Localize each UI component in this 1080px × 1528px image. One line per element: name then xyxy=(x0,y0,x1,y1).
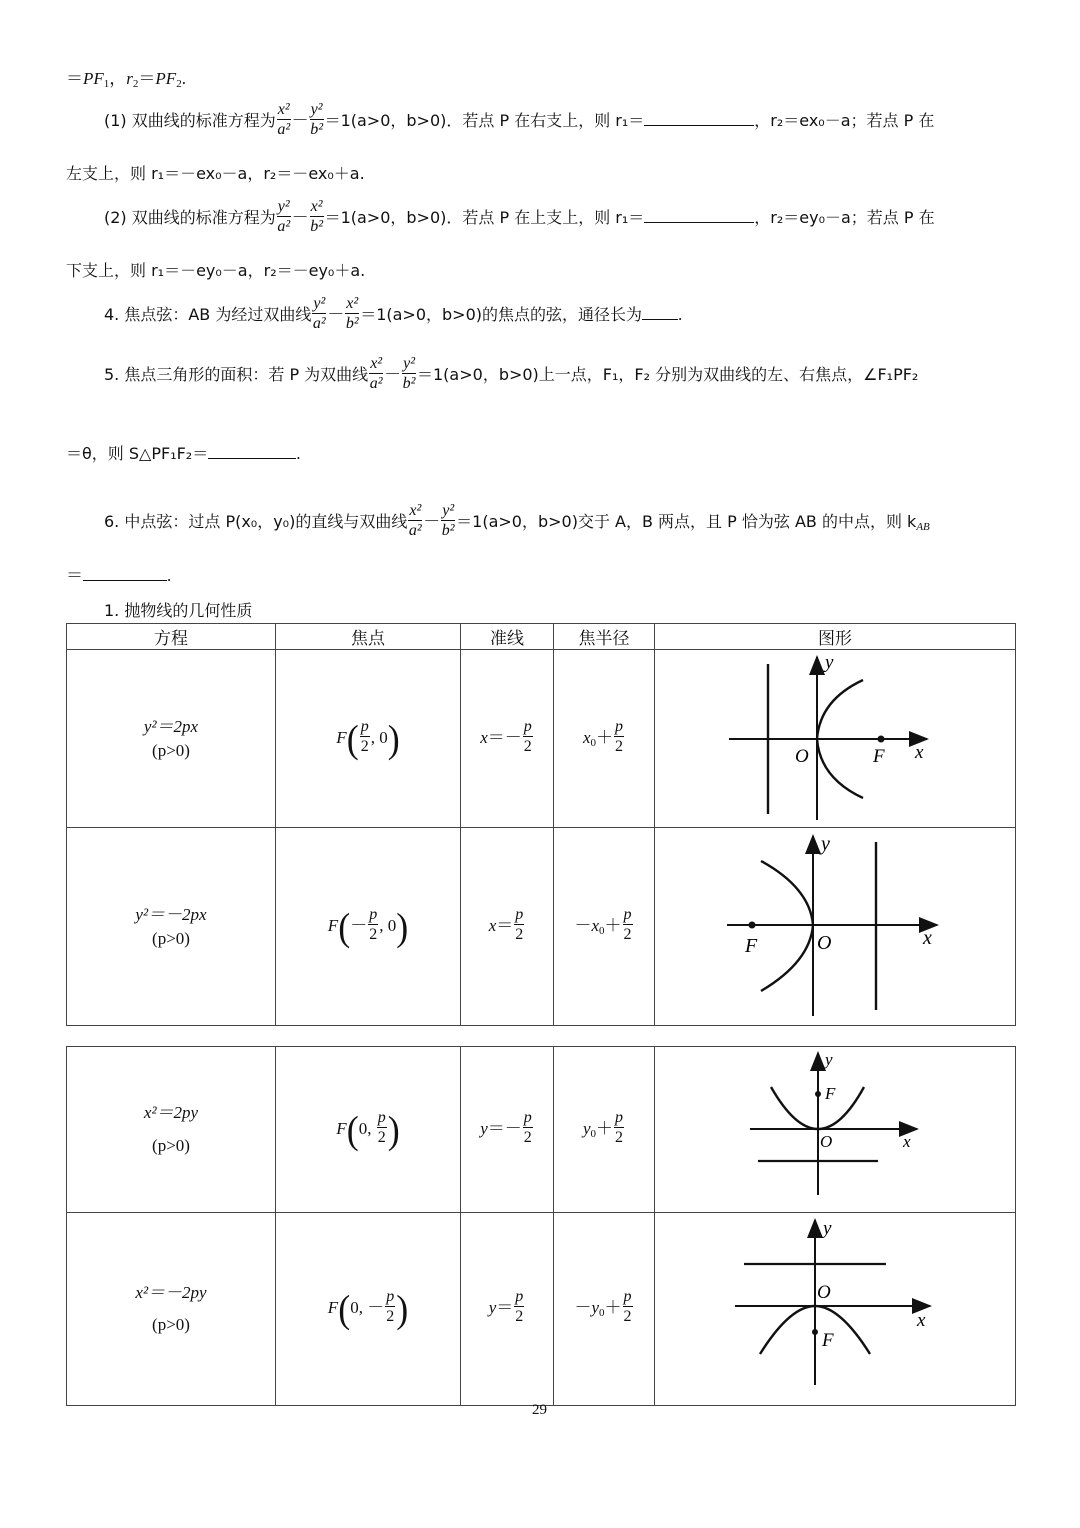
fraction xyxy=(277,102,291,138)
focus-label: F xyxy=(327,1297,339,1317)
equation-cell xyxy=(67,828,276,1026)
equation: y²＝2px xyxy=(143,716,199,736)
answer-blank[interactable] xyxy=(642,305,678,320)
svg-text:y: y xyxy=(825,652,834,673)
focal-radius-cell: $y_0+$ $\frac{p}{2}$ xyxy=(554,1047,655,1213)
condition-text: ＝1(a>0，b>0)上一点，F₁，F₂ 分别为双曲线的左、右焦点，∠F₁PF₂ xyxy=(417,364,919,384)
directrix-cell: x＝ $\frac{p}{2}$ xyxy=(461,828,554,1026)
item-5-line-2 xyxy=(66,444,300,462)
parabola-graph-opens-down xyxy=(655,1213,1016,1400)
equals-sign: ＝ xyxy=(66,566,83,585)
focus-label: F xyxy=(327,915,339,935)
focus-label: F xyxy=(336,727,347,747)
focus-coordinate: 0 xyxy=(387,915,397,935)
minus-sign: － xyxy=(291,207,309,227)
continuation-text: ，r₂＝ex₀－a；若点 P 在 xyxy=(754,110,935,130)
numerator: y² xyxy=(403,355,415,372)
svg-text:F: F xyxy=(745,935,758,957)
parabola-graph-opens-right xyxy=(655,650,1016,822)
parabola-graph-opens-up xyxy=(655,1047,1016,1207)
fraction xyxy=(408,503,422,539)
denominator: b² xyxy=(402,375,416,392)
fraction: $\frac{p}{2}$ xyxy=(360,717,369,755)
svg-text:O: O xyxy=(817,1282,831,1303)
denominator: a² xyxy=(277,121,291,138)
period: . xyxy=(296,444,301,463)
math-pf: PF xyxy=(155,69,177,88)
table-row xyxy=(67,1213,1016,1406)
svg-text:x: x xyxy=(923,927,932,949)
condition: (p>0) xyxy=(152,928,190,948)
item-label: 6. 中点弦：过点 P(x₀，y₀)的直线与双曲线 xyxy=(104,511,408,531)
minus-sign: － xyxy=(327,304,345,324)
item-1-line-2: 左支上，则 r₁＝－ex₀－a，r₂＝－ex₀＋a. xyxy=(66,164,365,183)
graph-cell xyxy=(655,828,1016,1026)
answer-blank[interactable] xyxy=(208,444,296,459)
svg-text:F: F xyxy=(825,1084,836,1103)
fraction xyxy=(402,356,416,392)
area-formula-text: ＝θ，则 S△PF₁F₂＝ xyxy=(66,444,209,463)
equation: x²＝2py xyxy=(143,1103,199,1123)
parabola-properties-table xyxy=(66,623,1016,1026)
svg-text:y: y xyxy=(821,833,830,855)
svg-text:y: y xyxy=(825,1050,833,1069)
fraction xyxy=(310,199,324,235)
page-number: 29 xyxy=(532,1402,547,1418)
directrix-cell: y＝ $\frac{p}{2}$ xyxy=(461,1213,554,1406)
item-2-line-2: 下支上，则 r₁＝－ey₀－a，r₂＝－ey₀＋a. xyxy=(66,261,366,280)
denominator: b² xyxy=(310,218,324,235)
focus-coordinate: 0 xyxy=(358,1118,368,1138)
header-focal-radius: 焦半径 xyxy=(554,624,655,650)
header-equation: 方程 xyxy=(67,624,276,650)
parabola-properties-table-continued xyxy=(66,1046,1016,1406)
equals-sign: ＝ xyxy=(138,69,156,88)
condition: (p>0) xyxy=(152,1315,190,1334)
focus-cell: F(－ $\frac{p}{2}$ , 0) xyxy=(276,828,461,1026)
period: . xyxy=(167,566,172,585)
denominator: b² xyxy=(441,522,455,539)
numerator: x² xyxy=(310,198,323,215)
item-label: 5. 焦点三角形的面积：若 P 为双曲线 xyxy=(104,364,369,384)
condition-text: ＝1(a>0，b>0)的焦点的弦，通径长为 xyxy=(360,304,642,324)
subscript: 2 xyxy=(176,78,182,90)
continuation-text: ，r₂＝ey₀－a；若点 P 在 xyxy=(754,207,935,227)
fraction xyxy=(310,102,324,138)
fraction xyxy=(345,296,359,332)
item-label: (2) 双曲线的标准方程为 xyxy=(104,207,276,227)
svg-text:O: O xyxy=(817,932,832,954)
section-title: 1. 抛物线的几何性质 xyxy=(104,601,253,620)
item-2-line-1 xyxy=(104,198,935,237)
subscript: AB xyxy=(916,520,930,533)
equals-sign: ＝ xyxy=(66,69,83,88)
svg-text:x: x xyxy=(917,1310,926,1331)
condition: (p>0) xyxy=(152,740,190,760)
fraction xyxy=(369,356,383,392)
denominator: b² xyxy=(345,315,359,332)
svg-text:F: F xyxy=(873,746,885,767)
condition: (p>0) xyxy=(152,1135,190,1155)
condition-text: ＝1(a>0，b>0)交于 A，B 两点，且 P 恰为弦 AB 的中点，则 k xyxy=(456,511,917,531)
numerator: y² xyxy=(313,295,326,312)
denominator: a² xyxy=(369,375,383,392)
subscript: 2 xyxy=(132,78,139,90)
graph-cell xyxy=(655,1213,1016,1406)
comma: ， xyxy=(109,69,127,88)
numerator: x² xyxy=(277,101,290,118)
header-focus: 焦点 xyxy=(276,624,461,650)
period: . xyxy=(678,304,683,324)
numerator: y² xyxy=(442,502,455,519)
math-pf: PF xyxy=(83,69,104,88)
answer-blank[interactable] xyxy=(83,566,167,581)
header-graph: 图形 xyxy=(655,624,1016,650)
answer-blank[interactable] xyxy=(644,208,754,223)
numerator: x² xyxy=(370,355,383,372)
svg-text:O: O xyxy=(820,1132,833,1151)
svg-text:F: F xyxy=(822,1330,834,1351)
focal-radius-cell: $-y_0+$ $\frac{p}{2}$ xyxy=(554,1213,655,1406)
directrix-cell: y＝－ $\frac{p}{2}$ xyxy=(461,1047,554,1213)
numerator: y² xyxy=(277,198,290,215)
item-6-line-1 xyxy=(104,502,930,541)
table-row xyxy=(67,1047,1016,1213)
svg-text:x: x xyxy=(903,1132,911,1151)
table-row xyxy=(67,828,1016,1026)
focus-coordinate: 0 xyxy=(350,1297,359,1317)
equation-cell xyxy=(67,1047,276,1213)
denominator: a² xyxy=(312,315,326,332)
table-header-row xyxy=(67,624,1016,650)
numerator: x² xyxy=(409,502,422,519)
fraction xyxy=(312,296,326,332)
answer-blank[interactable] xyxy=(644,111,754,126)
equation: x²＝－2py xyxy=(135,1282,207,1302)
subscript: 1 xyxy=(103,78,110,90)
svg-text:y: y xyxy=(823,1218,832,1239)
denominator: b² xyxy=(310,121,324,138)
graph-cell xyxy=(655,650,1016,828)
minus-sign: － xyxy=(291,110,309,130)
item-label: (1) 双曲线的标准方程为 xyxy=(104,110,276,130)
period: . xyxy=(181,69,186,88)
item-label: 4. 焦点弦：AB 为经过双曲线 xyxy=(104,304,312,324)
equation: y²＝－2px xyxy=(135,904,207,924)
focal-radius-cell: $x_0+$ $\frac{p}{2}$ xyxy=(554,650,655,828)
focal-radius-cell: $-x_0+$ $\frac{p}{2}$ xyxy=(554,828,655,1026)
fraction xyxy=(441,503,455,539)
svg-text:x: x xyxy=(915,742,924,763)
item-5-line-1 xyxy=(104,355,919,394)
focus-cell: F( $\frac{p}{2}$ , 0) xyxy=(276,650,461,828)
fraction xyxy=(277,199,291,235)
graph-cell xyxy=(655,1047,1016,1213)
equation-cell xyxy=(67,650,276,828)
focus-coordinate: 0 xyxy=(379,727,388,747)
condition-text: ＝1(a>0，b>0)．若点 P 在右支上，则 r₁＝ xyxy=(324,110,645,130)
equation-cell xyxy=(67,1213,276,1406)
math-r: r xyxy=(126,69,133,88)
focus-label: F xyxy=(336,1118,347,1138)
minus-sign: － xyxy=(423,511,441,531)
item-4 xyxy=(104,295,683,334)
condition-text: ＝1(a>0，b>0)．若点 P 在上支上，则 r₁＝ xyxy=(324,207,645,227)
item-6-line-2 xyxy=(66,566,171,584)
numerator: x² xyxy=(346,295,359,312)
header-directrix: 准线 xyxy=(461,624,554,650)
focus-cell: F(0, － $\frac{p}{2}$ ) xyxy=(276,1213,461,1406)
denominator: a² xyxy=(277,218,291,235)
denominator: a² xyxy=(408,522,422,539)
minus-sign: － xyxy=(384,364,402,384)
directrix-cell: x＝－ $\frac{p}{2}$ xyxy=(461,650,554,828)
item-1-line-1 xyxy=(104,101,935,140)
numerator: y² xyxy=(310,101,323,118)
text-line-definitions xyxy=(66,69,186,90)
focus-cell: F(0, $\frac{p}{2}$ ) xyxy=(276,1047,461,1213)
svg-text:O: O xyxy=(795,746,809,767)
table-row xyxy=(67,650,1016,828)
parabola-graph-opens-left xyxy=(655,828,1016,1020)
